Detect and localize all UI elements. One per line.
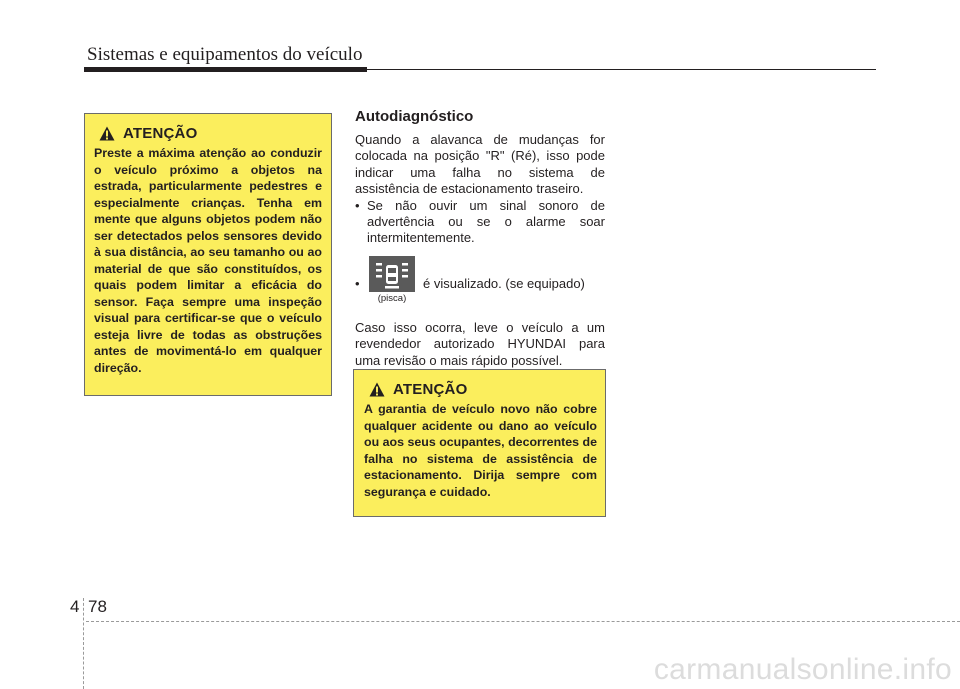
chapter-number: 4 [70, 597, 80, 616]
header-rule-thin [367, 69, 876, 70]
footer-divider [83, 598, 84, 689]
warning-text: Preste a máxima atenção ao conduzir o veículo próximo a objetos na estrada, particularmente pedestres e especialmente crianças. Tenha em mente que alguns objetos podem não ser detectados pelos sensores devido à sua distância, ao seu tamanho ou ao material de que são constituídos, os quais podem limitar a eficácia do sensor. Faça sempre uma inspeção visual para certificar-se que o veículo esteja livre de todas as obstruções antes de movimentá-lo em qualquer direção. [94, 146, 322, 375]
bullet-item-sound [355, 198, 605, 247]
indicator-figure [367, 256, 417, 304]
header-title: Sistemas e equipamentos do veículo [87, 44, 363, 65]
bullet-item-indicator [355, 256, 605, 308]
section-title: Autodiagnóstico [355, 108, 474, 125]
warning-box-right [353, 369, 606, 517]
icon-caption: (pisca) [377, 292, 407, 304]
bullet-marker: • [355, 197, 360, 213]
self-diagnosis-section [355, 108, 605, 369]
warning-box-left [84, 113, 332, 396]
warning-triangle-icon [99, 126, 115, 141]
warning-header [369, 378, 597, 400]
warning-header [99, 122, 322, 144]
bullet-text: é visualizado. (se equipado) [423, 275, 585, 291]
intro-paragraph: Quando a alavanca de mudanças for colocada na posição "R" (Ré), isso pode indicar uma falha no sistema de assistência de estacionamento traseiro. [355, 132, 605, 197]
warning-text: A garantia de veículo novo não cobre qualquer acidente ou dano ao veículo ou aos seus ocupantes, decorrentes de falha no sistema de assistência de estacionamento. Dirija sempre com segurança e cuidado. [364, 402, 597, 499]
page-number: 78 [88, 597, 107, 616]
warning-title: ATENÇÃO [123, 124, 198, 142]
bullet-text: Se não ouvir um sinal sonoro de advertência ou se o alarme soar intermitentemente. [367, 197, 605, 246]
warning-triangle-icon [369, 382, 385, 397]
warning-title: ATENÇÃO [393, 380, 468, 398]
watermark: carmanualsonline.info [653, 653, 952, 686]
header-rule-thick [84, 67, 367, 72]
bullet-marker: • [355, 275, 360, 291]
footer-rule [86, 621, 960, 622]
closing-paragraph: Caso isso ocorra, leve o veículo a um revendedor autorizado HYUNDAI para uma revisão o mais rápido possível. [355, 319, 605, 368]
parking-assist-warning-icon [369, 256, 415, 292]
